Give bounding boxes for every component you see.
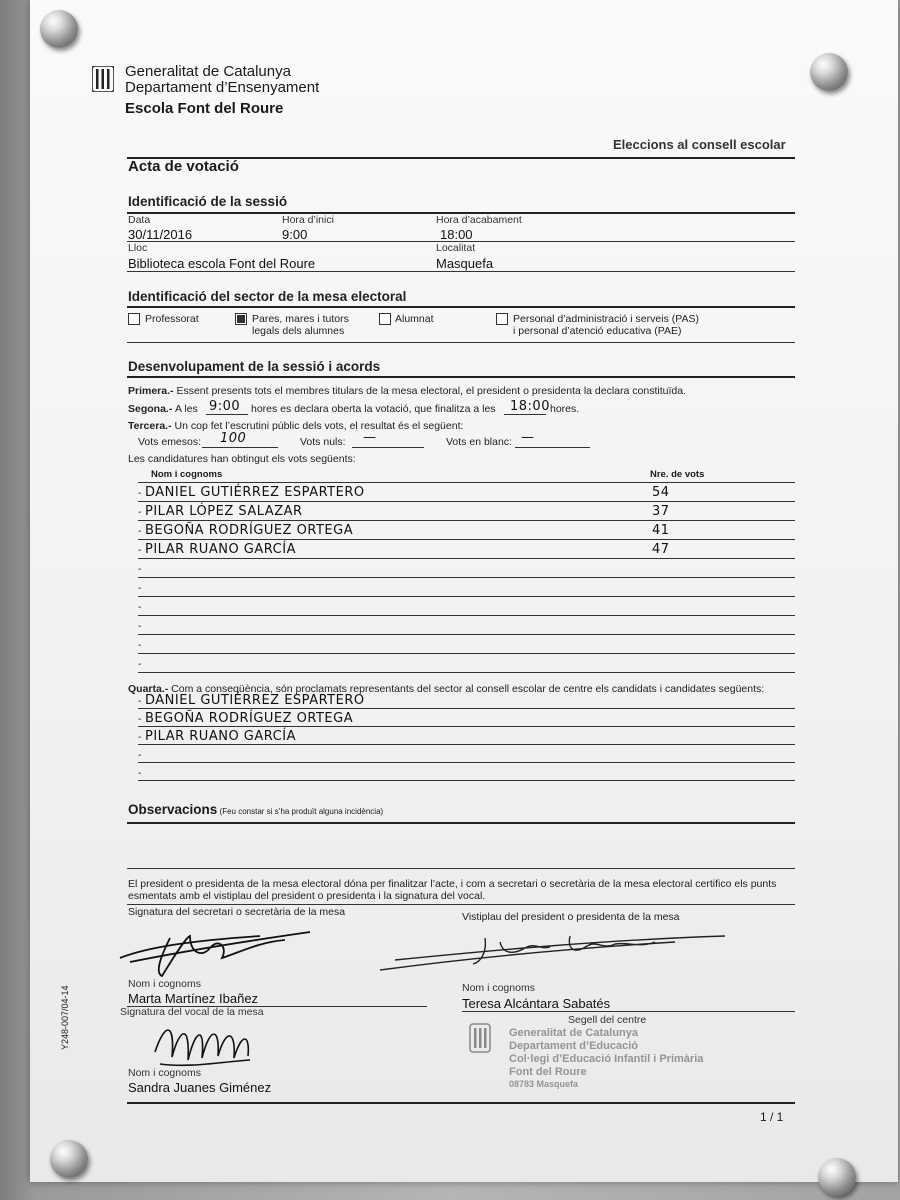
stamp-line5: 08783 Masquefa (509, 1079, 579, 1089)
secretary-signature-label: Signatura del secretari o secretària de la mesa (128, 906, 346, 918)
candidate-name: PILAR LÓPEZ SALAZAR (145, 504, 303, 519)
rule (462, 1011, 795, 1012)
list-row-rule (138, 708, 795, 709)
rule (127, 822, 795, 824)
segona-start: 9:00 (209, 399, 241, 414)
candidate-votes: 54 (652, 485, 670, 500)
generalitat-logo-icon (92, 66, 114, 92)
stamp-line4: Font del Roure (509, 1066, 587, 1078)
sector-checkbox-parents (235, 313, 247, 325)
quarta-bold: Quarta.- (128, 683, 169, 695)
list-row-rule (138, 744, 795, 745)
table-row-rule (138, 615, 795, 616)
nuls-value: — (363, 430, 377, 445)
place-value: Biblioteca escola Font del Roure (128, 256, 316, 271)
elected-name: PILAR RUANO GARCÍA (145, 729, 296, 744)
stamp-line1: Generalitat de Catalunya (509, 1027, 638, 1039)
rule (504, 414, 546, 415)
sector-heading: Identificació del sector de la mesa electoral (128, 289, 407, 304)
stamp-logo-icon (469, 1023, 491, 1053)
form-code: Y248-007/04-14 (60, 985, 70, 1050)
segona-b: hores es declara oberta la votació, que finalitza a les (251, 403, 496, 415)
list-dash: - (138, 582, 142, 594)
column-votes-header: Nre. de vots (650, 469, 705, 480)
session-heading: Identificació de la sessió (128, 194, 288, 209)
table-row-rule (138, 653, 795, 654)
table-row-rule (138, 501, 795, 502)
secretary-signature (110, 918, 330, 978)
list-dash: - (138, 713, 142, 725)
candidate-votes: 47 (652, 542, 670, 557)
stamp-line3: Col·legi d’Educació Infantil i Primària (509, 1053, 704, 1065)
segona-end: 18:00 (510, 399, 550, 414)
list-dash: - (138, 767, 142, 779)
school-name: Escola Font del Roure (125, 100, 284, 117)
sector-label-teachers: Professorat (145, 313, 199, 325)
table-row-rule (138, 520, 795, 521)
table-row-rule (138, 672, 795, 673)
list-dash: - (138, 731, 142, 743)
development-heading: Desenvolupament de la sessió i acords (128, 359, 381, 374)
observations-title: Observacions (128, 802, 218, 817)
start-value: 9:00 (282, 227, 308, 242)
rule (127, 868, 795, 869)
pushpin-bottom-left (50, 1140, 88, 1178)
table-row-rule (138, 634, 795, 635)
vocal-signature (150, 1012, 260, 1072)
sector-label-staff: Personal d’administració i serveis (PAS) (513, 313, 699, 325)
end-label: Hora d’acabament (436, 214, 522, 226)
list-dash: - (138, 525, 142, 537)
org-line2: Departament d’Ensenyament (125, 79, 320, 96)
nuls-label: Vots nuls: (300, 436, 346, 448)
candidate-name: DANIEL GUTIÉRREZ ESPARTERO (145, 485, 365, 500)
list-dash: - (138, 749, 142, 761)
pushpin-top-left (40, 10, 78, 48)
tercera-text (128, 420, 463, 432)
pushpin-bottom-right (818, 1158, 856, 1196)
candidate-name: PILAR RUANO GARCÍA (145, 542, 296, 557)
closing-text-2: esmentats amb el vistiplau del president o presidenta i la signatura del vocal. (128, 890, 486, 902)
pushpin-top-right (810, 53, 848, 91)
rule (127, 904, 795, 905)
primera-body: Essent presents tots el membres titulars de la mesa electoral, el president o presidenta la declara constituïda. (173, 385, 686, 397)
org-line1: Generalitat de Catalunya (125, 63, 291, 80)
emesos-value: 100 (220, 431, 247, 446)
list-row-rule (138, 726, 795, 727)
list-row-rule (138, 762, 795, 763)
place-label: Lloc (128, 242, 148, 254)
president-name-label: Nom i cognoms (462, 982, 535, 994)
president-name: Teresa Alcántara Sabatés (462, 996, 611, 1011)
blanc-value: — (521, 430, 535, 445)
town-value: Masquefa (436, 256, 494, 271)
segona-c: hores. (550, 403, 580, 415)
elected-name: DANIEL GUTIÉRREZ ESPARTERO (145, 693, 365, 708)
tercera-body: Un cop fet l’escrutini públic dels vots, el resultat és el següent: (171, 420, 464, 432)
rule (138, 482, 795, 483)
emesos-label: Vots emesos: (138, 436, 202, 448)
town-label: Localitat (436, 242, 476, 254)
paper-sheet (30, 0, 898, 1182)
rule (352, 447, 424, 448)
president-signature (375, 920, 735, 980)
rule (515, 447, 590, 448)
list-dash: - (138, 487, 142, 499)
observations-heading (128, 802, 383, 817)
quarta-body: Com a conseqüència, són proclamats representants del sector al consell escolar de centre els candidats i candidates següents: (168, 683, 765, 695)
date-value: 30/11/2016 (128, 227, 193, 242)
rule (127, 1102, 795, 1104)
sector-label-staff-2: i personal d’atenció educativa (PAE) (513, 325, 682, 337)
sector-checkbox-teachers (128, 313, 140, 325)
sector-label-parents-2: legals dels alumnes (252, 325, 345, 337)
observations-note: (Feu constar si s’ha produït alguna incidència) (219, 807, 384, 816)
closing-text-1: El president o presidenta de la mesa electoral dóna per finalitzar l’acte, i com a secretari o secretària de la mesa electoral certifico els punts (128, 878, 777, 890)
rule (127, 306, 795, 308)
table-row-rule (138, 577, 795, 578)
segona-bold: Segona.- (128, 403, 173, 415)
list-dash: - (138, 601, 142, 613)
vocal-name: Sandra Juanes Giménez (128, 1080, 272, 1095)
page-number: 1 / 1 (760, 1110, 784, 1124)
column-name-header: Nom i cognoms (151, 469, 223, 480)
vocal-signature-label: Signatura del vocal de la mesa (120, 1006, 264, 1018)
list-dash: - (138, 544, 142, 556)
primera-text (128, 385, 686, 397)
list-dash: - (138, 658, 142, 670)
rule (127, 376, 795, 378)
secretary-name: Marta Martínez Ibañez (128, 991, 259, 1006)
header-right: Eleccions al consell escolar (613, 137, 786, 152)
rule (127, 271, 795, 272)
date-label: Data (128, 214, 151, 226)
sector-label-students: Alumnat (395, 313, 434, 325)
list-row-rule (138, 780, 795, 781)
table-row-rule (138, 596, 795, 597)
list-dash: - (138, 639, 142, 651)
list-dash: - (138, 695, 142, 707)
list-dash: - (138, 506, 142, 518)
rule (202, 447, 278, 448)
table-row-rule (138, 539, 795, 540)
start-label: Hora d’inici (282, 214, 334, 226)
sector-checkbox-staff (496, 313, 508, 325)
document-title: Acta de votació (128, 158, 239, 175)
rule (206, 414, 248, 415)
candidate-votes: 37 (652, 504, 670, 519)
candidate-name: BEGOÑA RODRÍGUEZ ORTEGA (145, 523, 354, 538)
primera-bold: Primera.- (128, 385, 174, 397)
table-row-rule (138, 558, 795, 559)
sector-label-parents: Pares, mares i tutors (252, 313, 349, 325)
school-seal-stamp (455, 1015, 745, 1100)
stamp-line2: Departament d’Educació (509, 1040, 638, 1052)
candidate-votes: 41 (652, 523, 670, 538)
elected-name: BEGOÑA RODRÍGUEZ ORTEGA (145, 711, 354, 726)
blanc-label: Vots en blanc: (446, 436, 512, 448)
tercera-bold: Tercera.- (128, 420, 172, 432)
seal-label: Segell del centre (568, 1014, 647, 1026)
segona-a: A les (175, 403, 198, 415)
vocal-name-label: Nom i cognoms (128, 1067, 201, 1079)
secretary-name-label: Nom i cognoms (128, 978, 201, 990)
end-value: 18:00 (440, 227, 473, 242)
rule (127, 342, 795, 343)
candidates-intro: Les candidatures han obtingut els vots següents: (128, 453, 356, 465)
list-dash: - (138, 563, 142, 575)
sector-checkbox-students (379, 313, 391, 325)
list-dash: - (138, 620, 142, 632)
president-signature-label: Vistiplau del president o presidenta de la mesa (462, 911, 680, 923)
